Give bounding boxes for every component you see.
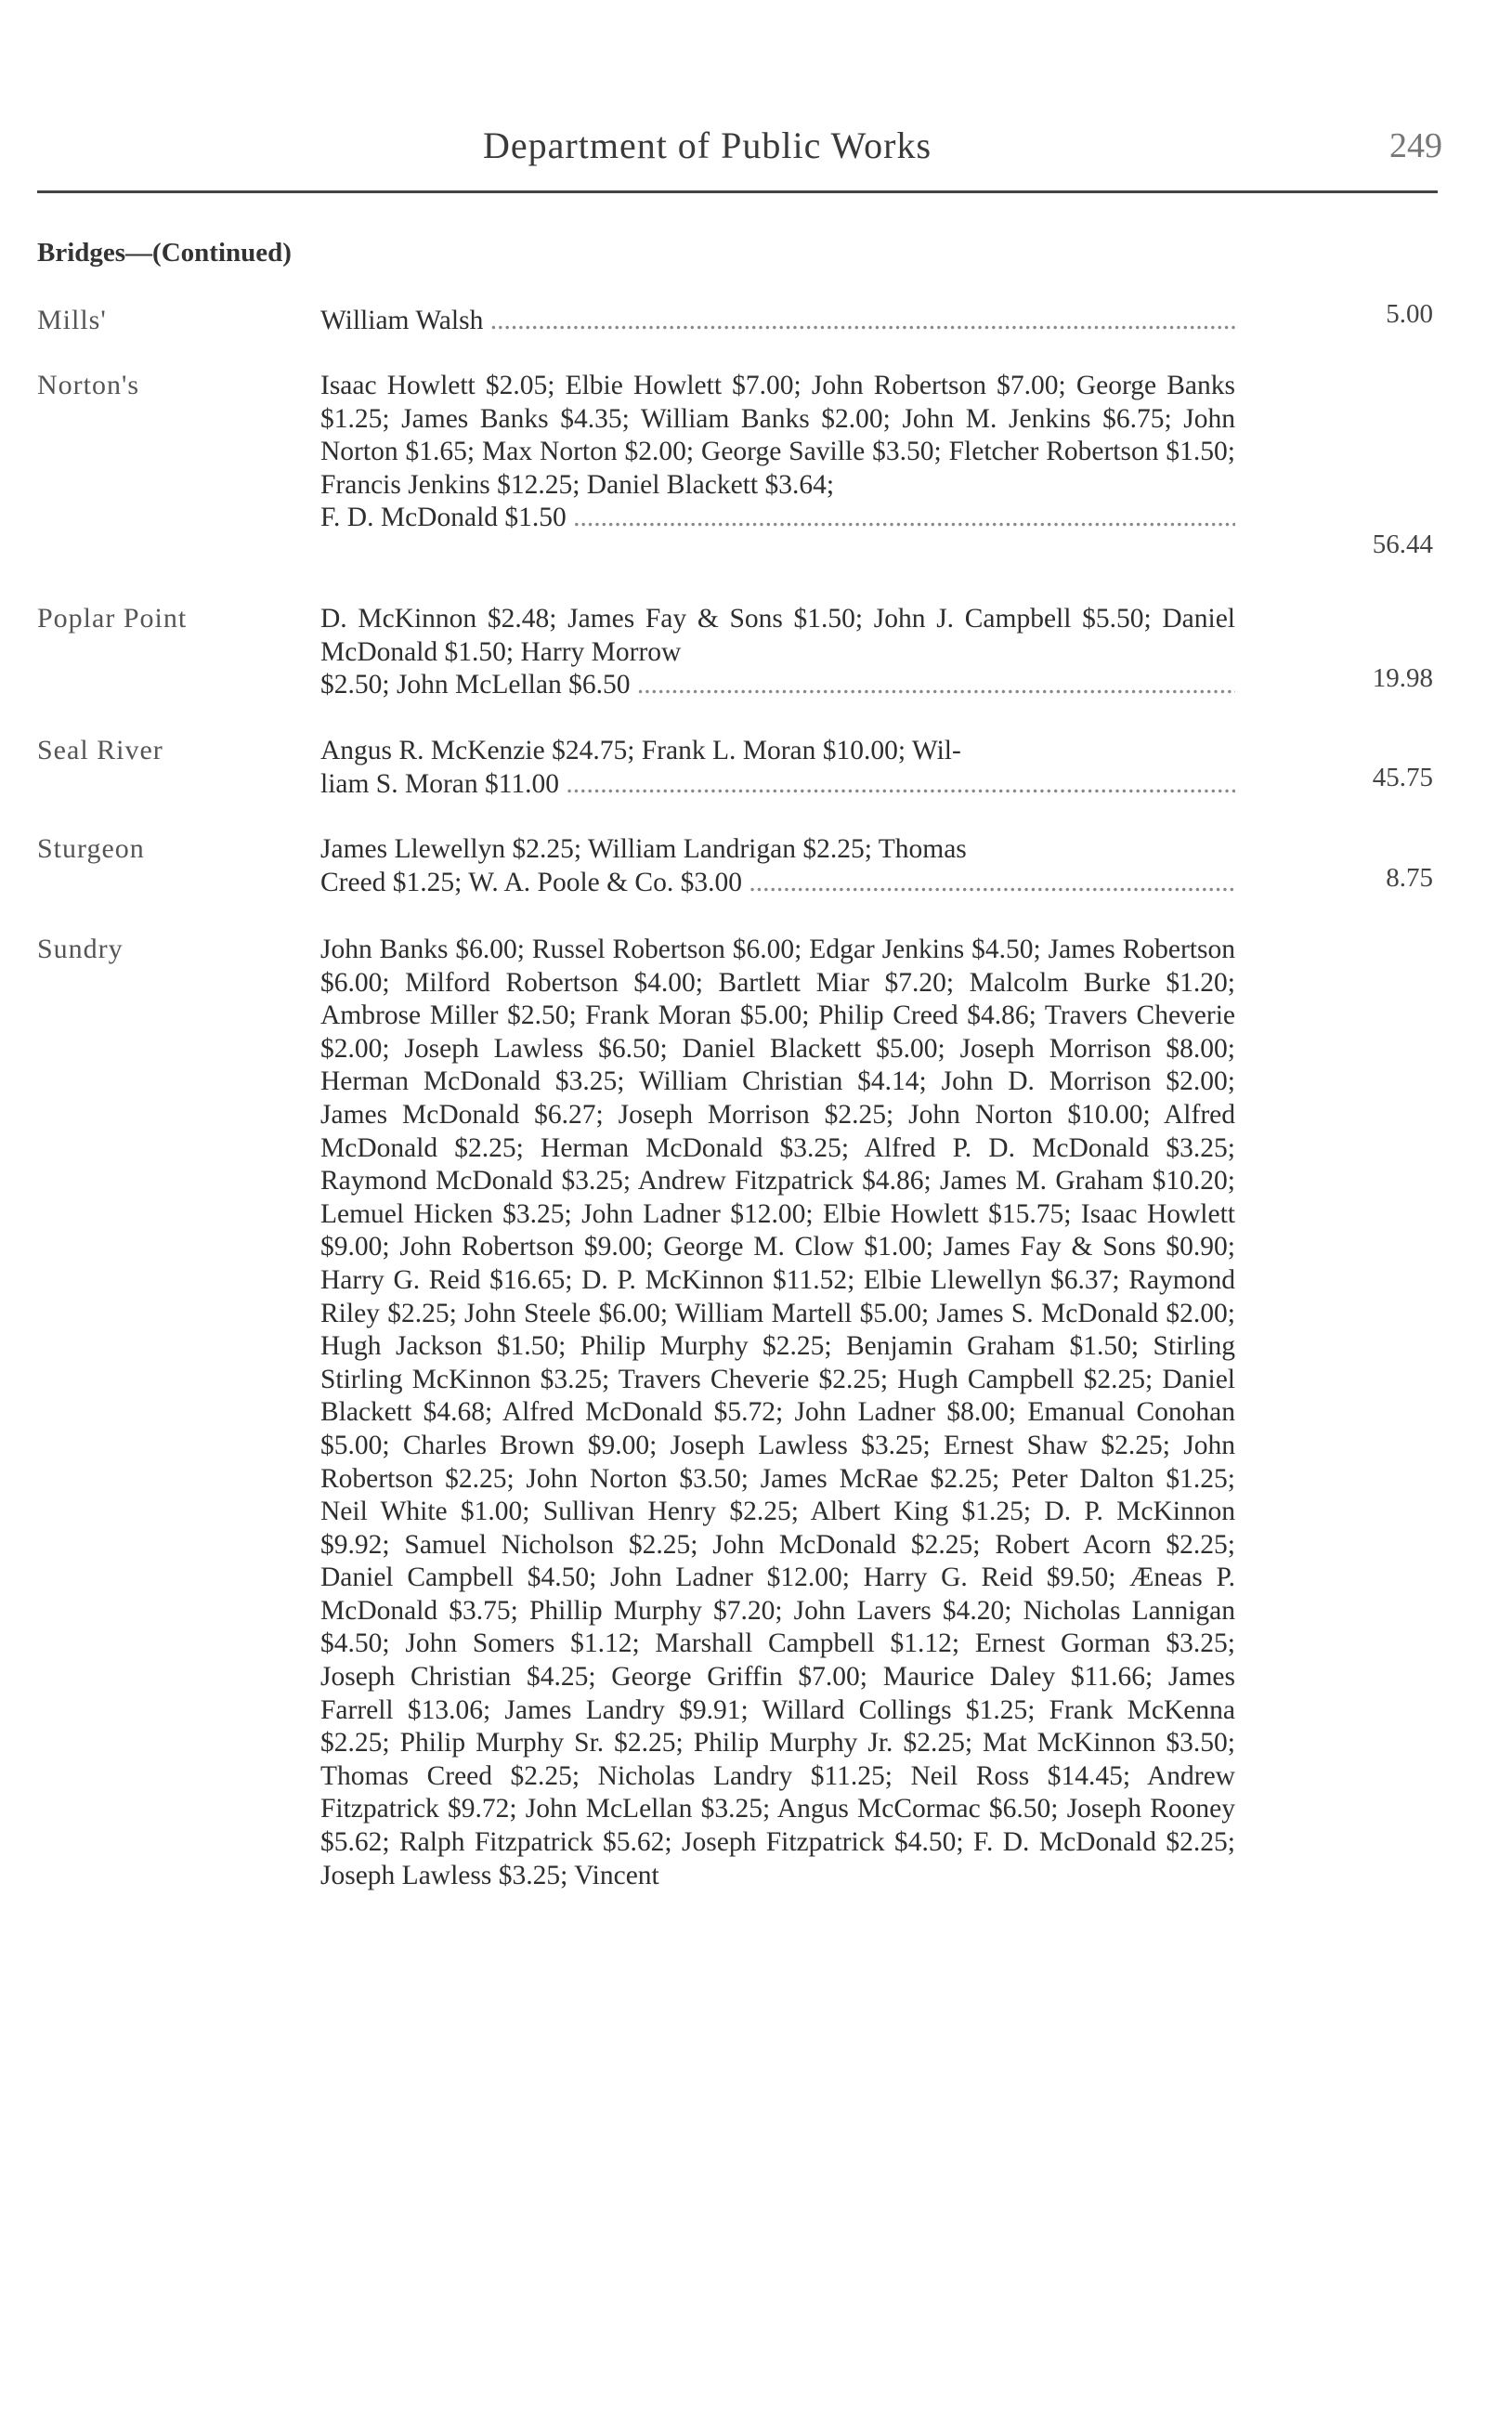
- entry-amount: 5.00: [1386, 299, 1433, 329]
- entry-amount: 8.75: [1386, 863, 1433, 893]
- entry-text: [320, 735, 1235, 801]
- entry-last-line: liam S. Moran $11.00 .....: [320, 768, 1235, 802]
- page-title: Department of Public Works: [483, 124, 932, 166]
- entry-amount: 19.98: [1372, 663, 1433, 693]
- entry-last-line: Creed $1.25; W. A. Poole & Co. $3.00 .....: [320, 867, 1235, 900]
- entry-name: Sturgeon: [37, 833, 145, 864]
- entry-name: Norton's: [37, 370, 140, 400]
- entry-body: John Banks $6.00; Russel Robertson $6.00; Edgar Jenkins $4.50; James Robertson $6.00; Milford Robertson $4.00; Bartlett Miar $7.20; Malcolm Burke $1.20; Ambrose Miller $2.50; Frank Moran $5.00; Philip Creed $4.86; Travers Cheverie $2.00; Joseph Lawless $6.50; Daniel Blackett $5.00; Joseph Morrison $8.00; Herman McDonald $3.25; William Christian $4.14; John D. Morrison $2.00; James McDonald $6.27; Joseph Morrison $2.25; John Norton $10.00; Alfred McDonald $2.25; Herman McDonald $3.25; Alfred P. D. McDonald $3.25; Raymond McDonald $3.25; Andrew Fitzpatrick $4.86; James M. Graham $10.20; Lemuel Hicken $3.25; John Ladner $12.00; Elbie Howlett $15.75; Isaac Howlett $9.00; John Robertson $9.00; George M. Clow $1.00; James Fay & Sons $0.90; Harry G. Reid $16.65; D. P. McKinnon $11.52; Elbie Llewellyn $6.37; Raymond Riley $2.25; John Steele $6.00; William Martell $5.00; James S. McDonald $2.00; Hugh Jackson $1.50; Philip Murphy $2.25; Benjamin Graham $1.50; Stirling Stirling McKinnon $3.25; Travers Cheverie $2.25; Hugh Campbell $2.25; Daniel Blackett $4.68; Alfred McDonald $5.72; John Ladner $8.00; Emanual Conohan $5.00; Charles Brown $9.00; Joseph Lawless $3.25; Ernest Shaw $2.25; John Robertson $2.25; John Norton $3.50; James McRae $2.25; Peter Dalton $1.25; Neil White $1.00; Sullivan Henry $2.25; Albert King $1.25; D. P. McKinnon $9.92; Samuel Nicholson $2.25; John McDonald $2.25; Robert Acorn $2.25; Daniel Campbell $4.50; John Ladner $12.00; Harry G. Reid $9.50; Æneas P. McDonald $3.75; Phillip Murphy $7.20; John Lavers $4.20; Nicholas Lannigan $4.50; John Somers $1.12; Marshall Campbell $1.12; Ernest Gorman $3.25; Joseph Christian $4.25; George Griffin $7.00; Maurice Daley $11.66; James Farrell $13.06; James Landry $9.91; Willard Collings $1.25; Frank McKenna $2.25; Philip Murphy Sr. $2.25; Philip Murphy Jr. $2.25; Mat McKinnon $3.50; Thomas Creed $2.25; Nicholas Landry $11.25; Neil Ross $14.45; Andrew Fitzpatrick $9.72; John McLellan $3.25; Angus McCormac $6.50; Joseph Rooney $5.62; Ralph Fitzpatrick $5.62; Joseph Fitzpatrick $4.50; F. D. McDonald $2.25; Joseph Lawless $3.25; Vincent: [320, 935, 1235, 1890]
- header-divider: [37, 190, 1438, 193]
- entry-last-line: William Walsh .....: [320, 305, 1235, 338]
- entry-text: [320, 603, 1235, 702]
- entry-name: Poplar Point: [37, 603, 188, 634]
- entry-text: [320, 370, 1235, 535]
- entry-body: James Llewellyn $2.25; William Landrigan $2.25; Thomas: [320, 834, 967, 864]
- entry-body: Isaac Howlett $2.05; Elbie Howlett $7.00; John Robertson $7.00; George Banks $1.25; James Banks $4.35; William Banks $2.00; John M. Jenkins $6.75; John Norton $1.65; Max Norton $2.00; George Saville $3.50; Fletcher Robertson $1.50; Francis Jenkins $12.25; Daniel Blackett $3.64;: [320, 371, 1235, 500]
- entry-body: Angus R. McKenzie $24.75; Frank L. Moran $10.00; Wil-: [320, 736, 961, 765]
- section-heading: Bridges—(Continued): [37, 238, 292, 268]
- entry-body: D. McKinnon $2.48; James Fay & Sons $1.50; John J. Campbell $5.50; Daniel McDonald $1.50; Harry Morrow: [320, 604, 1235, 667]
- entry-text: [320, 934, 1235, 1892]
- entry-last-line: $2.50; John McLellan $6.50 .....: [320, 669, 1235, 702]
- entry-name: Mills': [37, 305, 107, 335]
- entry-text: [320, 305, 1235, 338]
- entry-amount: 56.44: [1372, 530, 1433, 559]
- entry-amount: 45.75: [1372, 763, 1433, 792]
- page-number: 249: [1389, 126, 1442, 165]
- page-header: [0, 0, 1512, 195]
- entry-last-line: F. D. McDonald $1.50 .....: [320, 502, 1235, 535]
- entry-name: Sundry: [37, 934, 124, 964]
- entry-text: [320, 833, 1235, 899]
- entry-name: Seal River: [37, 735, 163, 765]
